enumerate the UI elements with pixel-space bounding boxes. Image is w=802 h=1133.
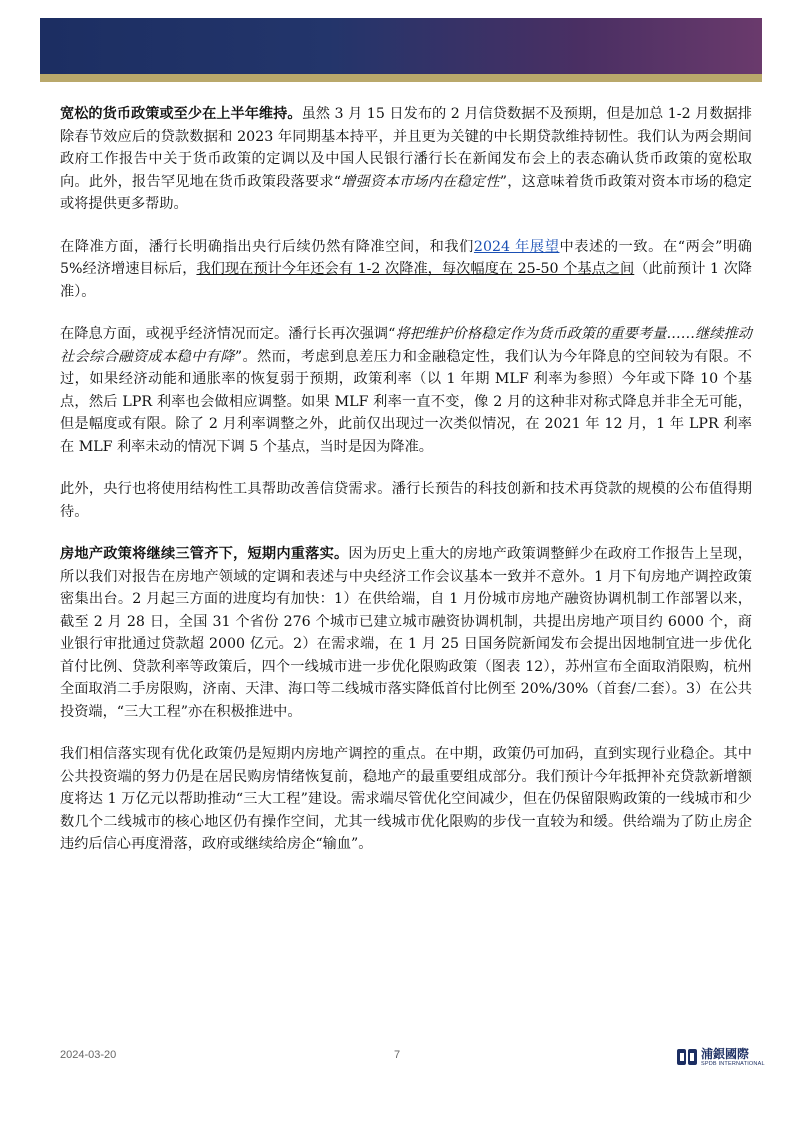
paragraph-property-policy: 房地产政策将继续三管齐下，短期内重落实。因为历史上重大的房地产政策调整鲜少在政府工作报告上呈现，所以我们对报告在房地产领域的定调和表述与中央经济工作会议基本一致并不意外。1 月下旬房地产调控政策密集出台。2 月起三方面的进度均有加快：1）在供给端，自 1 月份城市房地产融资协调机制工作部署以来，截至 2 月 28 日，全国 31 个省份 276 个城市已建立城市融资协调机制，共提出房地产项目约 6000 个，商业银行审批通过贷款超 2000 亿元。2）在需求端，在 1 月 25 日国务院新闻发布会提出因地制宜进一步优化首付比例、贷款利率等政策后，四个一线城市进一步优化限购政策（图表 12），苏州宣布全面取消限购，杭州全面取消二手房限购，济南、天津、海口等二线城市落实降低首付比例至 20%/30%（首套/二套）。3）在公共投资端，“三大工程”亦在积极推进中。 — [60, 546, 752, 720]
paragraph-lead: 房地产政策将继续三管齐下，短期内重落实。 — [60, 546, 349, 562]
underlined-forecast: 我们现在预计今年还会有 1-2 次降准，每次幅度在 25-50 个基点之间 — [196, 261, 635, 277]
page-number: 7 — [394, 1049, 401, 1061]
footer-date: 2024-03-20 — [60, 1049, 117, 1061]
report-body — [60, 103, 752, 876]
quoted-text: 将把维护价格稳定作为货币政策的重要考量……继续推动社会综合融资成本稳中有降 — [60, 326, 752, 365]
outlook-2024-link[interactable]: 2024 年展望 — [473, 238, 560, 255]
paragraph-structural-tools: 此外，央行也将使用结构性工具帮助改善信贷需求。潘行长预告的科技创新和技术再贷款的规模的公布值得期待。 — [60, 481, 752, 520]
paragraph-rrr-cut: 在降准方面，潘行长明确指出央行后续仍然有降准空间，和我们2024 年展望中表述的一致。在“两会”明确 5%经济增速目标后，我们现在预计今年还会有 1-2 次降准，每次幅度在 25-50 个基点之间（此前预计 1 次降准）。 — [60, 238, 752, 300]
logo-text-cn: 浦銀國際 — [701, 1047, 750, 1061]
paragraph-rate-cut: 在降息方面，或视乎经济情况而定。潘行长再次强调“将把维护价格稳定作为货币政策的重要考量……继续推动社会综合融资成本稳中有降”。然而，考虑到息差压力和金融稳定性，我们认为今年降息的空间较为有限。不过，如果经济动能和通胀率的恢复弱于预期，政策利率（以 1 年期 MLF 利率为参照）今年或下降 10 个基点，然后 LPR 利率也会做相应调整。如果 MLF 利率一直不变，像 2 月的这种非对称式降息并非全无可能，但是幅度或有限。除了 2 月利率调整之外，此前仅出现过一次类似情况，在 2021 年 12 月，1 年 LPR 利率在 MLF 利率未动的情况下调 5 个基点，当时是因为降准。 — [60, 326, 752, 455]
spdb-logo-mark-icon — [676, 1046, 698, 1068]
spdb-international-logo — [676, 1044, 765, 1072]
header-accent-stripe — [40, 74, 762, 82]
quoted-text: 增强资本市场内在稳定性 — [341, 173, 500, 190]
header-banner — [40, 18, 762, 74]
logo-text-en: SPDB INTERNATIONAL — [701, 1061, 765, 1067]
paragraph-property-outlook: 我们相信落实现有优化政策仍是短期内房地产调控的重点。在中期，政策仍可加码，直到实现行业稳企。其中公共投资端的努力仍是在居民购房情绪恢复前，稳地产的最重要组成部分。我们预计今年抵押补充贷款新增额度将达 1 万亿元以帮助推动“三大工程”建设。需求端尽管优化空间减少，但在仍保留限购政策的一线城市和少数几个二线城市的核心地区仍有操作空间，尤其一线城市优化限购的步伐一直较为和缓。供给端为了防止房企违约后信心再度滑落，政府或继续给房企“输血”。 — [60, 746, 752, 852]
paragraph-monetary-policy: 宽松的货币政策或至少在上半年维持。虽然 3 月 15 日发布的 2 月信贷数据不及预期，但是加总 1-2 月数据排除春节效应后的贷款数据和 2023 年同期基本持平，并且更为关键的中长期贷款维持韧性。我们认为两会期间政府工作报告中关于货币政策的定调以及中国人民银行潘行长在新闻发布会上的表态确认货币政策的宽松取向。此外，报告罕见地在货币政策段落要求“增强资本市场内在稳定性”，这意味着货币政策对资本市场的稳定或将提供更多帮助。 — [60, 106, 752, 212]
paragraph-lead: 宽松的货币政策或至少在上半年维持。 — [60, 106, 302, 122]
